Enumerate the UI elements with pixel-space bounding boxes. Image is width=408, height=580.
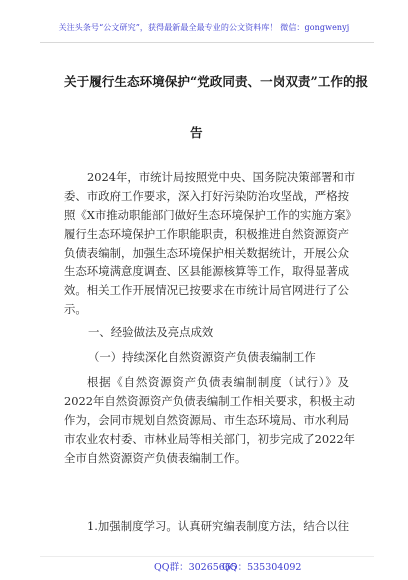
paragraph-balance-sheet bbox=[64, 373, 355, 467]
paragraph-line: 生态环境满意度调查、区县能源核算等工作，取得显著成 bbox=[64, 264, 349, 279]
paragraph-line: 效。相关工作开展情况已按要求在市统计局官网进行了公 bbox=[64, 283, 349, 298]
paragraph-line: 全市自然资源资产负债表编制工作。 bbox=[64, 450, 247, 465]
footer-divider bbox=[40, 556, 374, 557]
paragraph-line: 委、市政府工作要求，深入打好污染防治攻坚战，严格按 bbox=[64, 188, 349, 203]
paragraph-intro bbox=[64, 168, 357, 319]
paragraph-line: 履行生态环境保护工作职能职责，积极推进自然资源资产 bbox=[64, 226, 349, 241]
paragraph-line: 1.加强制度学习。认真研究编表制度方法，结合以往 bbox=[87, 519, 349, 533]
paragraph-line: 示。 bbox=[64, 302, 87, 317]
page-footer bbox=[0, 556, 408, 576]
subsection-heading-1: （一）持续深化自然资源资产负债表编制工作 bbox=[88, 350, 316, 364]
paragraph-line: 2022年自然资源资产负债表编制工作相关要求，积极主动 bbox=[64, 393, 355, 408]
document-title-line-1: 关于履行生态环境保护“党政同责、一岗双责”工作的报 bbox=[64, 74, 369, 89]
paragraph-line: 作为，会同市规划自然资源局、市生态环境局、市水利局 bbox=[64, 412, 349, 427]
paragraph-line: 照《X市推动职能部门做好生态环境保护工作的实施方案》 bbox=[64, 207, 357, 222]
document-title-line-2: 告 bbox=[190, 125, 203, 140]
paragraph-line: 负债表编制，加强生态环境保护相关数据统计，开展公众 bbox=[64, 245, 349, 260]
header-divider bbox=[40, 42, 374, 43]
paragraph-line: 根据《自然资源资产负债表编制制度（试行）》及 bbox=[87, 375, 349, 389]
paragraph-line: 市农业农村委、市林业局等相关部门，初步完成了2022年 bbox=[64, 431, 355, 446]
top-banner: 关注头条号“公文研究”，获得最新最全最专业的公文资料库！ 微信：gongwenyj bbox=[58, 23, 350, 32]
section-heading-1: 一、经验做法及亮点成效 bbox=[88, 325, 214, 339]
footer-qq-contact: QQ：535304092 bbox=[222, 562, 302, 573]
paragraph-study bbox=[64, 517, 349, 536]
footer-qq-group: QQ群：30265665 bbox=[154, 562, 237, 573]
paragraph-line: 2024年，市统计局按照党中央、国务院决策部署和市 bbox=[87, 170, 356, 184]
